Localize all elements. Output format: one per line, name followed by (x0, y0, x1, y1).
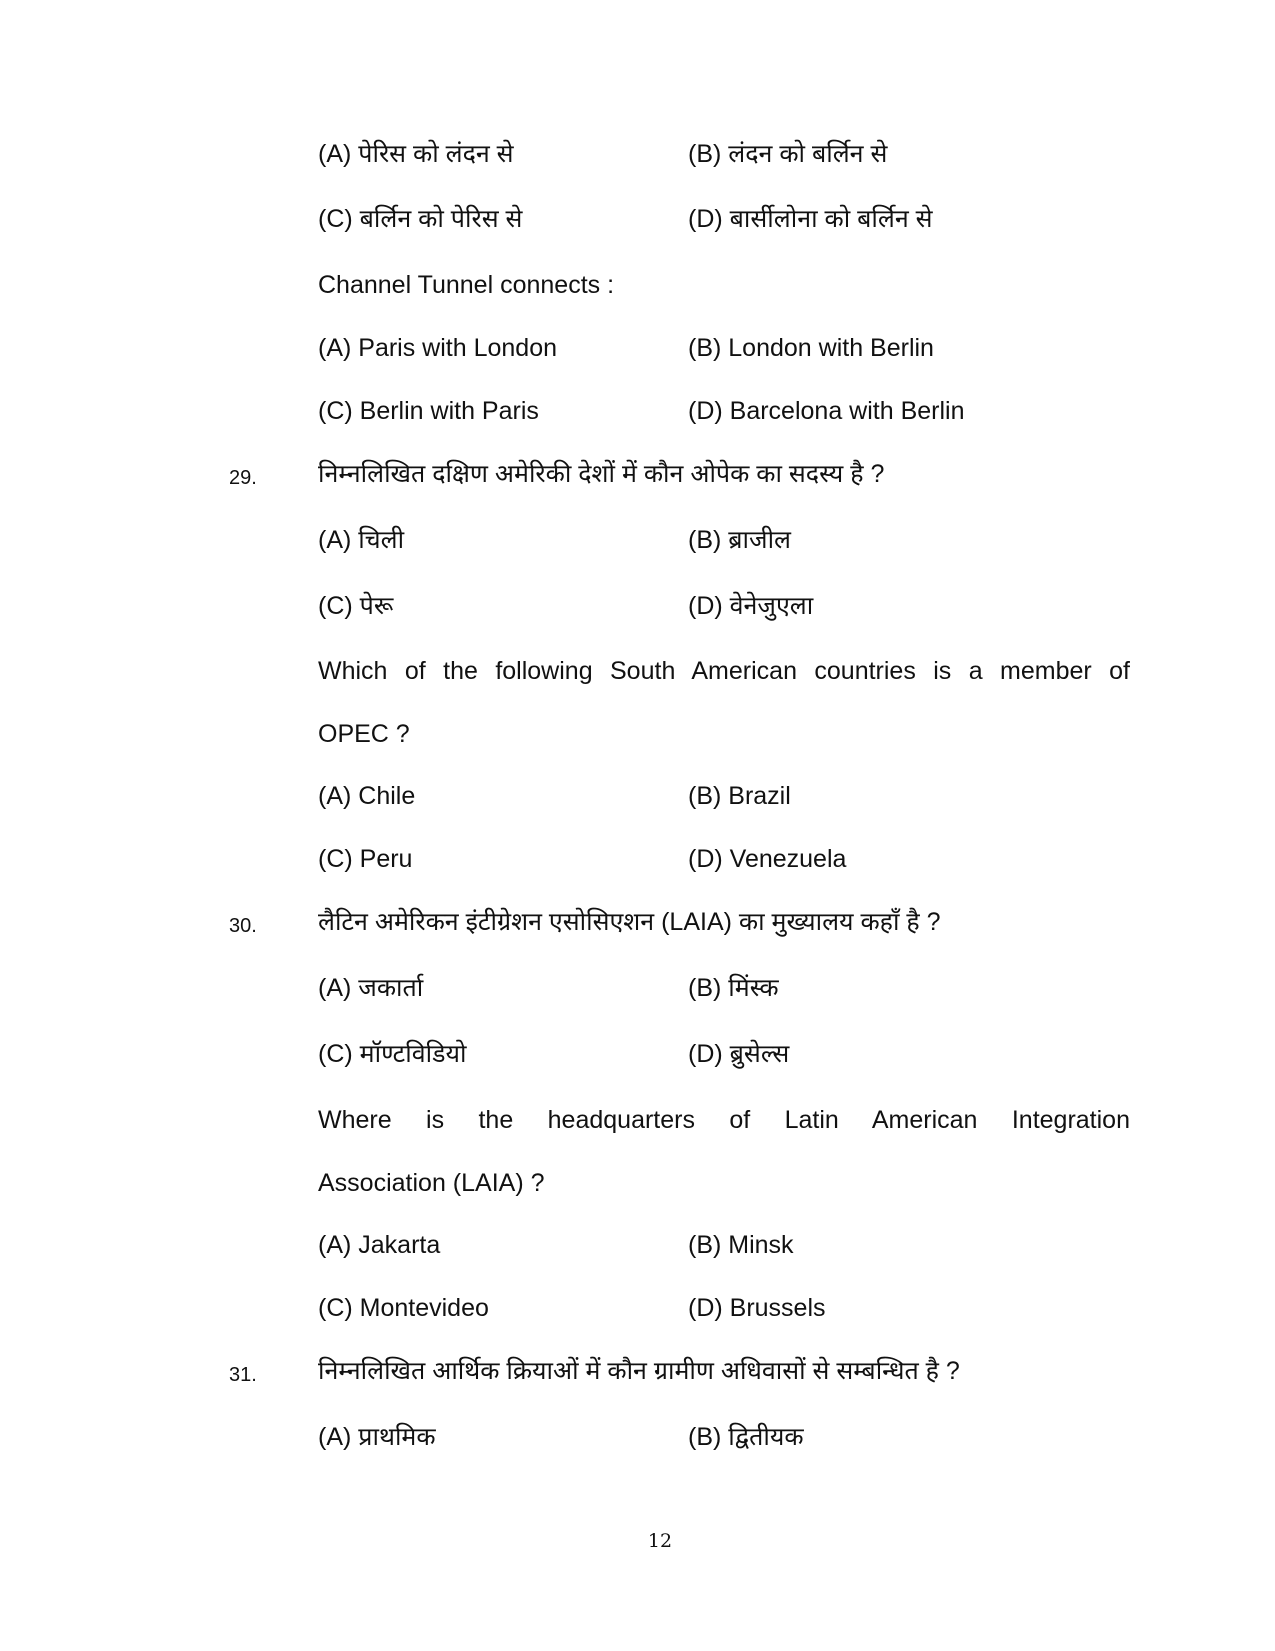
q29-en-option-c: (C) Peru (318, 845, 413, 873)
q29-en-option-a: (A) Chile (318, 782, 416, 810)
q30-en-question-line2: Association (LAIA) ? (318, 1169, 545, 1197)
q30-hi-option-d: (D) ब्रुसेल्स (688, 1040, 790, 1068)
q29-en-option-d: (D) Venezuela (688, 845, 847, 873)
q29-hi-option-c: (C) पेरू (318, 592, 394, 620)
q30-en-option-a: (A) Jakarta (318, 1231, 441, 1259)
q30-hi-option-b: (B) मिंस्क (688, 974, 779, 1002)
q29-hi-question: निम्नलिखित दक्षिण अमेरिकी देशों में कौन ओपेक का सदस्य है ? (318, 460, 885, 488)
q30-hi-question: लैटिन अमेरिकन इंटीग्रेशन एसोसिएशन (LAIA) का मुख्यालय कहाँ है ? (318, 908, 941, 936)
q28-en-option-a: (A) Paris with London (318, 334, 558, 362)
q28-en-option-c: (C) Berlin with Paris (318, 397, 539, 425)
q30-hi-option-a: (A) जकार्ता (318, 974, 424, 1002)
q28-en-option-b: (B) London with Berlin (688, 334, 934, 362)
q28-en-option-d: (D) Barcelona with Berlin (688, 397, 965, 425)
q29-hi-option-b: (B) ब्राजील (688, 526, 791, 554)
q28-hi-option-d: (D) बार्सीलोना को बर्लिन से (688, 205, 933, 233)
q31-hi-option-a: (A) प्राथमिक (318, 1423, 436, 1451)
q31-number: 31. (229, 1364, 257, 1386)
q30-en-option-d: (D) Brussels (688, 1294, 826, 1322)
q28-en-question: Channel Tunnel connects : (318, 271, 615, 299)
q29-number: 29. (229, 467, 257, 489)
q30-hi-option-c: (C) मॉण्टविडियो (318, 1040, 467, 1068)
q30-en-option-c: (C) Montevideo (318, 1294, 489, 1322)
q28-hi-option-c: (C) बर्लिन को पेरिस से (318, 205, 523, 233)
page-number: 12 (647, 1530, 673, 1552)
q31-hi-question: निम्नलिखित आर्थिक क्रियाओं में कौन ग्रामीण अधिवासों से सम्बन्धित है ? (318, 1357, 960, 1385)
q31-hi-option-b: (B) द्वितीयक (688, 1423, 804, 1451)
q30-number: 30. (229, 915, 257, 937)
q29-en-question-line1: Which of the following South American countries is a member of (318, 657, 1130, 685)
q28-hi-option-b: (B) लंदन को बर्लिन से (688, 140, 888, 168)
q29-hi-option-a: (A) चिली (318, 526, 405, 554)
q29-en-option-b: (B) Brazil (688, 782, 791, 810)
q29-en-question-line2: OPEC ? (318, 720, 410, 748)
q30-en-question-line1: Where is the headquarters of Latin American Integration (318, 1106, 1130, 1134)
q30-en-option-b: (B) Minsk (688, 1231, 794, 1259)
q28-hi-option-a: (A) पेरिस को लंदन से (318, 140, 514, 168)
q29-hi-option-d: (D) वेनेजुएला (688, 592, 814, 620)
